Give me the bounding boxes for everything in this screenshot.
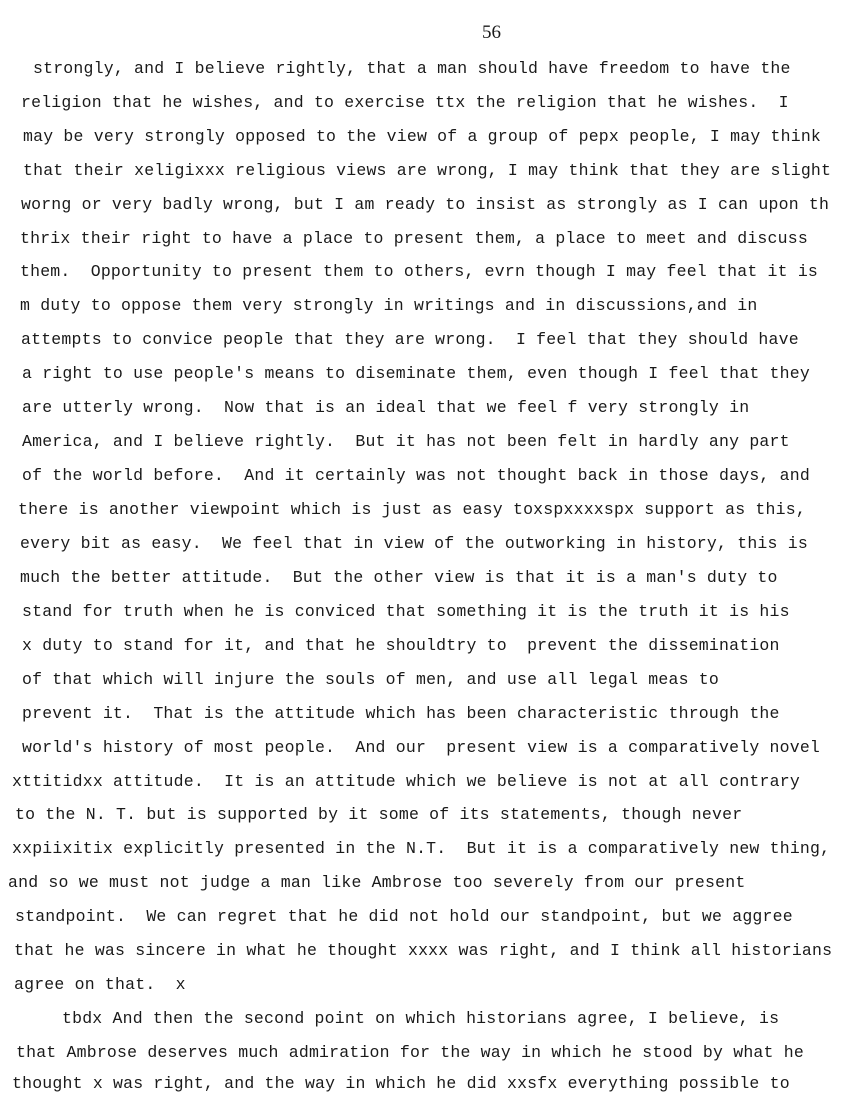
text-line: America, and I believe rightly. But it has not been felt in hardly any part bbox=[22, 432, 790, 451]
text-line: a right to use people's means to diseminate them, even though I feel that they bbox=[22, 364, 810, 383]
text-line: are utterly wrong. Now that is an ideal that we feel f very strongly in bbox=[22, 398, 750, 417]
text-line: every bit as easy. We feel that in view of the outworking in history, this is bbox=[20, 534, 808, 553]
text-line: there is another viewpoint which is just as easy toxspxxxxspx support as this, bbox=[18, 500, 806, 519]
text-line: may be very strongly opposed to the view of a group of pepx people, I may think bbox=[23, 127, 822, 146]
text-line: of the world before. And it certainly was not thought back in those days, and bbox=[22, 466, 810, 485]
text-line: and so we must not judge a man like Ambrose too severely from our present bbox=[8, 873, 746, 892]
text-line: m duty to oppose them very strongly in writings and in discussions,and in bbox=[20, 296, 758, 315]
text-line: that their xeligixxx religious views are wrong, I may think that they are slight bbox=[23, 161, 832, 180]
text-line: agree on that. x bbox=[14, 975, 186, 994]
text-line: attempts to convice people that they are wrong. I feel that they should have bbox=[21, 330, 799, 349]
text-line: prevent it. That is the attitude which has been characteristic through the bbox=[22, 704, 780, 723]
text-line: that he was sincere in what he thought xxxx was right, and I think all historians bbox=[14, 941, 833, 960]
text-line: standpoint. We can regret that he did not hold our standpoint, but we aggree bbox=[15, 907, 793, 926]
text-line: thought x was right, and the way in which he did xxsfx everything possible to bbox=[12, 1074, 790, 1093]
text-line: them. Opportunity to present them to others, evrn though I may feel that it is bbox=[20, 262, 819, 281]
text-line: much the better attitude. But the other view is that it is a man's duty to bbox=[20, 568, 778, 587]
text-line: tbdx And then the second point on which historians agree, I believe, is bbox=[62, 1009, 780, 1028]
text-line: religion that he wishes, and to exercise ttx the religion that he wishes. I bbox=[21, 93, 789, 112]
text-line: stand for truth when he is conviced that something it is the truth it is his bbox=[22, 602, 790, 621]
text-line: world's history of most people. And our present view is a comparatively novel bbox=[22, 738, 821, 757]
text-line: x duty to stand for it, and that he shouldtry to prevent the dissemination bbox=[22, 636, 780, 655]
text-line: xttitidxx attitude. It is an attitude which we believe is not at all contrary bbox=[12, 772, 800, 791]
text-line: thrix their right to have a place to present them, a place to meet and discuss bbox=[20, 229, 808, 248]
text-line: xxpiixitix explicitly presented in the N.T. But it is a comparatively new thing, bbox=[12, 839, 831, 858]
text-line: of that which will injure the souls of men, and use all legal meas to bbox=[22, 670, 720, 689]
text-line: that Ambrose deserves much admiration for the way in which he stood by what he bbox=[16, 1043, 804, 1062]
text-line: to the N. T. but is supported by it some of its statements, though never bbox=[15, 805, 743, 824]
text-line: strongly, and I believe rightly, that a man should have freedom to have the bbox=[33, 59, 791, 78]
page-number: 56 bbox=[482, 22, 501, 43]
text-line: worng or very badly wrong, but I am ready to insist as strongly as I can upon th bbox=[21, 195, 830, 214]
